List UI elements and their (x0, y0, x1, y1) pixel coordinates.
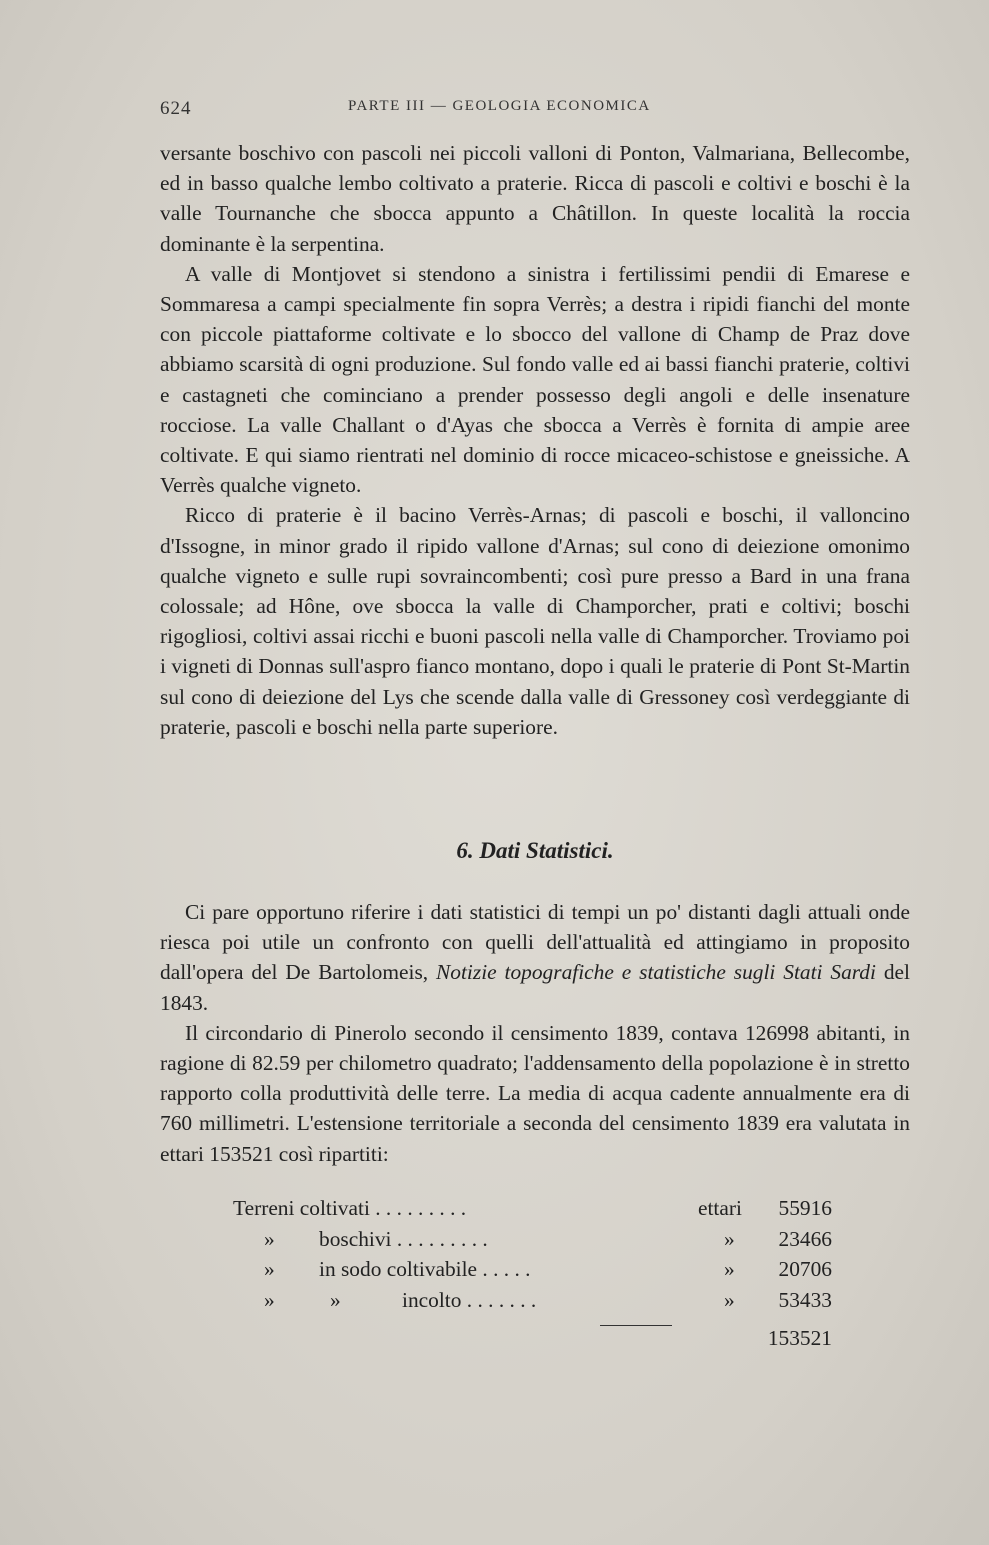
row-label: boschivi . . . . . . . . . (319, 1226, 488, 1251)
section-number: 6. (456, 838, 474, 863)
section-heading (160, 838, 910, 864)
row-unit: ettari (698, 1196, 742, 1220)
row-value: 53433 (778, 1287, 832, 1312)
main-text (160, 138, 910, 742)
row-unit: » (724, 1226, 735, 1251)
row-label: incolto . . . . . . . (402, 1287, 537, 1312)
cited-work-title: Notizie topografiche e statistiche sugli Stati Sardi (436, 960, 876, 985)
row-unit: » (724, 1257, 735, 1281)
paragraph: A valle di Montjovet si stendono a sinistra i fertilissimi pendii di Emarese e Sommaresa a campi specialmente fin sopra Verrès; a destra i ripidi fianchi del monte con piccole piattaforme coltivate e lo sbocco del vallone di Champ de Praz dove abbiamo scarsità di ogni produzione. Sul fondo valle ed ai bassi fianchi praterie, coltivi e castagneti che cominciano a prender possesso degli angoli e delle insenature rocciose. La valle Challant o d'Ayas che sbocca a Verrès è fornita di ampie aree coltivate. E qui siamo rientrati nel dominio di rocce micaceo-schistose e gneissiche. A Verrès qualche vigneto. (160, 261, 910, 498)
ditto-mark: » (264, 1287, 275, 1312)
paragraph: Ricco di praterie è il bacino Verrès-Arnas; di pascoli e boschi, il valloncino d'Issogne, in minor grado il ripido vallone d'Arnas; sul cono di deiezione omonimo qualche vigneto e sulle rupi sovraincombenti; così pure presso a Bard in una frana colossale; ad Hône, ove sbocca la valle di Champorcher, prati e coltivi; boschi rigogliosi, coltivi assai ricchi e buoni pascoli nella valle di Champorcher. Troviamo poi i vigneti di Donnas sull'aspro fianco montano, dopo i quali le praterie di Pont St-Martin sul cono di deiezione del Lys che scende dalla valle di Gressoney così verdeggiante di praterie, pascoli e boschi nella parte superiore. (160, 503, 910, 739)
paragraph: versante boschivo con pascoli nei piccoli valloni di Ponton, Valmariana, Bellecombe, ed in basso qualche lembo coltivato a praterie. Ricca di pascoli e coltivi e boschi è la valle Tournanche che sbocca appunto a Châtillon. In queste località la roccia dominante è la serpentina. (160, 141, 910, 256)
paragraph: Il circondario di Pinerolo secondo il censimento 1839, contava 126998 abitanti, in ragione di 82.59 per chilometro quadrato; l'addensamento della popolazione è in stretto rapporto colla produttività delle terre. La media di acqua cadente annualmente era di 760 millimetri. L'estensione territoriale a seconda del censimento 1839 era valutata in ettari 153521 così ripartiti: (160, 1020, 910, 1166)
row-label: Terreni coltivati . . . . . . . . . (233, 1196, 467, 1220)
ditto-mark: » (264, 1226, 275, 1251)
table-row (160, 1288, 910, 1319)
row-value: 55916 (778, 1196, 832, 1220)
section-title: Dati Statistici. (479, 838, 614, 863)
table-row (160, 1227, 910, 1258)
ditto-mark: » (330, 1287, 341, 1312)
row-value: 20706 (778, 1257, 832, 1281)
row-label: in sodo coltivabile . . . . . (319, 1257, 531, 1281)
page-number: 624 (160, 98, 192, 119)
running-title: PARTE III — GEOLOGIA ECONOMICA (348, 98, 651, 114)
table-total: 153521 (767, 1326, 832, 1350)
paragraph-text: Ci pare opportuno riferire i dati statistici di tempi un po' distanti dagli attuali onde riesca poi utile un confronto con quelli dell'attualità ed attingiamo in proposito dall'opera del De Bartolomeis, (160, 900, 910, 985)
land-use-table (160, 1196, 910, 1318)
paragraph (160, 897, 910, 1018)
paragraph-text: del 1843. (160, 960, 910, 1015)
section-text (160, 897, 910, 1169)
sum-rule (600, 1325, 672, 1326)
table-row (160, 1196, 910, 1227)
table-row (160, 1257, 910, 1288)
ditto-mark: » (264, 1257, 275, 1281)
row-unit: » (724, 1287, 735, 1312)
row-value: 23466 (778, 1226, 832, 1251)
